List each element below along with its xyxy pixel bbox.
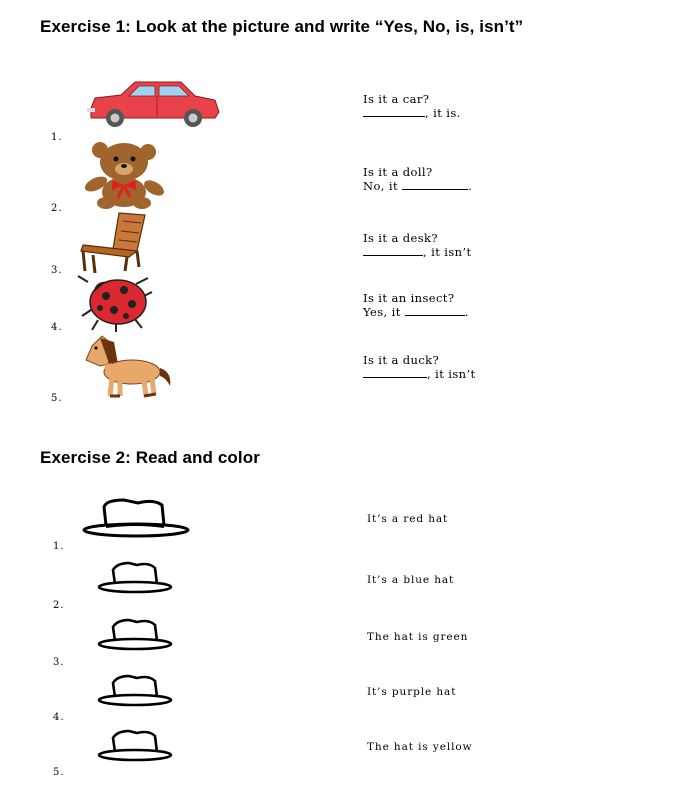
answer-blank[interactable] <box>405 306 465 316</box>
hat-instruction: It’s a red hat <box>367 513 449 525</box>
item-number: 5. <box>53 767 65 778</box>
hat-instruction: The hat is green <box>367 631 469 643</box>
answer-blank[interactable] <box>363 246 423 256</box>
hat-instruction: It’s a blue hat <box>367 574 455 586</box>
item-number: 4. <box>51 322 63 333</box>
item-number: 2. <box>51 203 63 214</box>
answer-blank[interactable] <box>402 180 468 190</box>
item-number: 5. <box>51 393 63 404</box>
question-2 <box>363 165 472 193</box>
answer-suffix: . <box>468 179 473 193</box>
question-4 <box>363 291 469 319</box>
answer-suffix: , it isn’t <box>423 245 472 259</box>
item-number: 3. <box>53 657 65 668</box>
question-5 <box>363 353 476 381</box>
chair-icon <box>79 211 151 273</box>
ladybug-icon <box>76 272 158 332</box>
item-number: 4. <box>53 712 65 723</box>
question-3 <box>363 231 472 259</box>
answer-suffix: , it is. <box>425 106 461 120</box>
item-number: 2. <box>53 600 65 611</box>
hat-icon[interactable] <box>95 560 175 596</box>
car-icon <box>83 78 223 128</box>
answer-prefix: No, it <box>363 179 398 193</box>
horse-icon <box>80 334 176 398</box>
teddy-bear-icon <box>80 140 168 210</box>
item-number: 1. <box>51 132 63 143</box>
question-text: Is it a car? <box>363 92 430 106</box>
question-text: Is it a desk? <box>363 231 438 245</box>
answer-suffix: , it isn’t <box>427 367 476 381</box>
question-text: Is it an insect? <box>363 291 455 305</box>
answer-blank[interactable] <box>363 107 425 117</box>
item-number: 1. <box>53 541 65 552</box>
exercise1-title: Exercise 1: Look at the picture and write “Yes, No, is, isn’t” <box>40 17 524 36</box>
hat-icon[interactable] <box>95 617 175 653</box>
question-1 <box>363 92 461 120</box>
hat-icon[interactable] <box>95 728 175 764</box>
answer-prefix: Yes, it <box>363 305 401 319</box>
question-text: Is it a doll? <box>363 165 433 179</box>
hat-instruction: The hat is yellow <box>367 741 473 753</box>
answer-suffix: . <box>464 305 469 319</box>
exercise2-title: Exercise 2: Read and color <box>40 448 260 467</box>
hat-icon[interactable] <box>80 497 192 539</box>
hat-instruction: It’s purple hat <box>367 686 457 698</box>
answer-blank[interactable] <box>363 368 427 378</box>
question-text: Is it a duck? <box>363 353 440 367</box>
item-number: 3. <box>51 265 63 276</box>
hat-icon[interactable] <box>95 673 175 709</box>
